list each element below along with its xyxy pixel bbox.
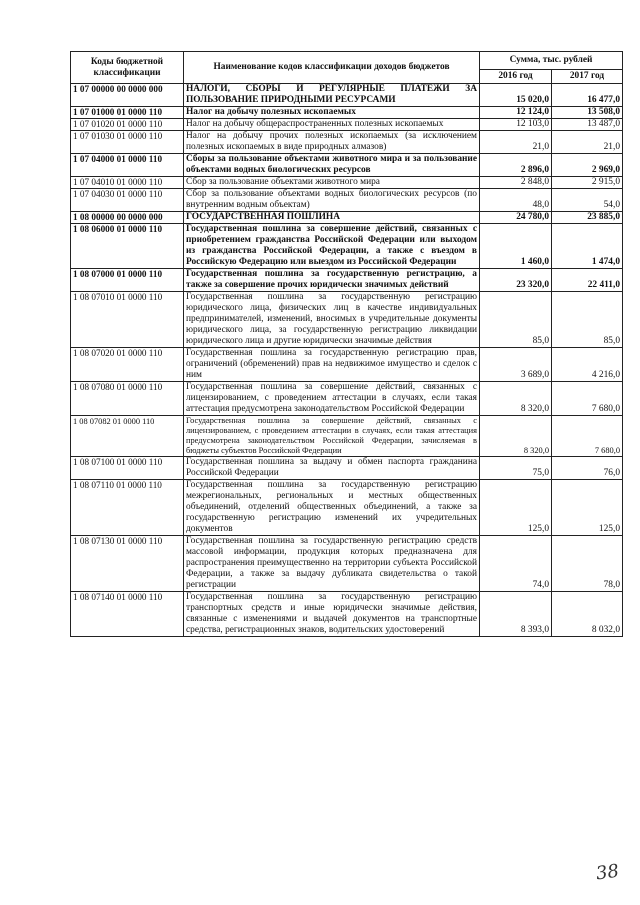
row-value-2017: 2 915,0 — [552, 177, 623, 189]
row-name: Государственная пошлина за государственную регистрацию юридического лица, физических лиц в качестве индивидуальных предпринимателей, изменений, вносимых в учредительные документы юридического лица, за государственную регистрацию ликвидации юридического лица и другие юридически значимые действия — [184, 292, 480, 348]
row-name: Налог на добычу прочих полезных ископаемых (за исключением полезных ископаемых в виде природных алмазов) — [184, 131, 480, 154]
page-number: 38 — [594, 860, 621, 885]
table-row — [71, 154, 623, 177]
table-row — [71, 212, 623, 224]
table-row — [71, 119, 623, 131]
row-value-2016: 1 460,0 — [480, 224, 552, 269]
table-row — [71, 416, 623, 457]
table-row — [71, 382, 623, 416]
row-value-2016: 74,0 — [480, 536, 552, 592]
row-code: 1 07 01000 01 0000 110 — [71, 107, 184, 119]
row-value-2016: 21,0 — [480, 131, 552, 154]
row-code: 1 08 07010 01 0000 110 — [71, 292, 184, 348]
row-value-2017: 7 680,0 — [552, 416, 623, 457]
row-code: 1 07 00000 00 0000 000 — [71, 84, 184, 107]
row-value-2016: 2 848,0 — [480, 177, 552, 189]
row-value-2016: 12 124,0 — [480, 107, 552, 119]
row-name: Государственная пошлина за государственную регистрацию, а также за совершение прочих юридически значимых действий — [184, 269, 480, 292]
row-value-2017: 23 885,0 — [552, 212, 623, 224]
row-value-2017: 21,0 — [552, 131, 623, 154]
row-value-2017: 78,0 — [552, 536, 623, 592]
row-value-2016: 3 689,0 — [480, 348, 552, 382]
row-value-2016: 23 320,0 — [480, 269, 552, 292]
row-value-2016: 15 020,0 — [480, 84, 552, 107]
row-code: 1 07 04030 01 0000 110 — [71, 189, 184, 212]
table-row — [71, 592, 623, 637]
table-body — [71, 84, 623, 637]
table-row — [71, 107, 623, 119]
row-value-2017: 16 477,0 — [552, 84, 623, 107]
table-row — [71, 177, 623, 189]
row-value-2017: 4 216,0 — [552, 348, 623, 382]
column-header-code: Коды бюджетной классификации — [71, 52, 184, 84]
row-value-2017: 8 032,0 — [552, 592, 623, 637]
row-value-2017: 1 474,0 — [552, 224, 623, 269]
budget-revenue-table-sheet — [70, 51, 622, 637]
row-value-2017: 13 487,0 — [552, 119, 623, 131]
row-value-2016: 8 393,0 — [480, 592, 552, 637]
row-value-2016: 125,0 — [480, 480, 552, 536]
row-code: 1 08 07110 01 0000 110 — [71, 480, 184, 536]
row-value-2016: 12 103,0 — [480, 119, 552, 131]
row-name: Государственная пошлина за государственную регистрацию прав, ограничений (обременений) прав на недвижимое имущество и сделок с ним — [184, 348, 480, 382]
row-value-2017: 125,0 — [552, 480, 623, 536]
column-header-2016: 2016 год — [480, 70, 552, 84]
table-row — [71, 224, 623, 269]
row-name: Государственная пошлина за совершение действий, связанных с приобретением гражданства Российской Федерации или выходом из гражданства Российской Федерации, а также с въездом в Российскую Федерацию или выездом из Российской Федерации — [184, 224, 480, 269]
row-value-2017: 13 508,0 — [552, 107, 623, 119]
table-row — [71, 480, 623, 536]
table-row — [71, 131, 623, 154]
row-name: Государственная пошлина за совершение действий, связанных с лицензированием, с проведением аттестации в случаях, если такая аттестация предусмотрена законодательством Российской Федерации — [184, 382, 480, 416]
row-name: Сборы за пользование объектами животного мира и за пользование объектами водных биологических ресурсов — [184, 154, 480, 177]
column-header-name: Наименование кодов классификации доходов бюджетов — [184, 52, 480, 84]
row-name: Налог на добычу общераспространенных полезных ископаемых — [184, 119, 480, 131]
row-value-2016: 24 780,0 — [480, 212, 552, 224]
row-name: Государственная пошлина за государственную регистрацию межрегиональных, региональных и местных общественных объединений, отделений общественных объединений, а также за государственную регистрацию изменений их учредительных документов — [184, 480, 480, 536]
column-header-sum: Сумма, тыс. рублей — [480, 52, 623, 70]
budget-revenue-table — [70, 51, 623, 637]
row-name: Сбор за пользование объектами водных биологических ресурсов (по внутренним водным объектам) — [184, 189, 480, 212]
table-row — [71, 292, 623, 348]
table-row — [71, 189, 623, 212]
row-value-2017: 85,0 — [552, 292, 623, 348]
row-name: Налог на добычу полезных ископаемых — [184, 107, 480, 119]
row-name: НАЛОГИ, СБОРЫ И РЕГУЛЯРНЫЕ ПЛАТЕЖИ ЗА ПОЛЬЗОВАНИЕ ПРИРОДНЫМИ РЕСУРСАМИ — [184, 84, 480, 107]
row-name: Сбор за пользование объектами животного мира — [184, 177, 480, 189]
row-name: Государственная пошлина за выдачу и обмен паспорта гражданина Российской Федерации — [184, 457, 480, 480]
row-code: 1 08 07140 01 0000 110 — [71, 592, 184, 637]
row-code: 1 07 01030 01 0000 110 — [71, 131, 184, 154]
row-code: 1 08 00000 00 0000 000 — [71, 212, 184, 224]
table-row — [71, 84, 623, 107]
row-code: 1 07 01020 01 0000 110 — [71, 119, 184, 131]
row-code: 1 08 07082 01 0000 110 — [71, 416, 184, 457]
row-value-2016: 48,0 — [480, 189, 552, 212]
row-name: Государственная пошлина за государственную регистрацию средств массовой информации, продукция которых предназначена для распространения преимущественно на территории субъекта Российской Федерации, а также за выдачу дубликата свидетельства о такой регистрации — [184, 536, 480, 592]
row-code: 1 07 04010 01 0000 110 — [71, 177, 184, 189]
row-code: 1 08 07020 01 0000 110 — [71, 348, 184, 382]
row-code: 1 08 06000 01 0000 110 — [71, 224, 184, 269]
row-value-2017: 54,0 — [552, 189, 623, 212]
row-code: 1 08 07080 01 0000 110 — [71, 382, 184, 416]
row-value-2016: 8 320,0 — [480, 382, 552, 416]
row-value-2017: 2 969,0 — [552, 154, 623, 177]
row-value-2017: 22 411,0 — [552, 269, 623, 292]
row-code: 1 08 07100 01 0000 110 — [71, 457, 184, 480]
row-name: Государственная пошлина за государственную регистрацию транспортных средств и иные юридически значимые действия, связанные с изменениями и выдачей документов на транспортные средства, регистрационных знаков, водительских удостоверений — [184, 592, 480, 637]
row-name: Государственная пошлина за совершение действий, связанных с лицензированием, с проведением аттестации в случаях, если такая аттестация предусмотрена законодательством Российской Федерации, зачисляемая в бюджеты субъектов Российской Федерации — [184, 416, 480, 457]
table-row — [71, 457, 623, 480]
row-value-2016: 85,0 — [480, 292, 552, 348]
row-code: 1 08 07130 01 0000 110 — [71, 536, 184, 592]
row-code: 1 08 07000 01 0000 110 — [71, 269, 184, 292]
row-name: ГОСУДАРСТВЕННАЯ ПОШЛИНА — [184, 212, 480, 224]
row-value-2016: 2 896,0 — [480, 154, 552, 177]
row-value-2017: 76,0 — [552, 457, 623, 480]
row-code: 1 07 04000 01 0000 110 — [71, 154, 184, 177]
table-row — [71, 536, 623, 592]
table-row — [71, 348, 623, 382]
column-header-2017: 2017 год — [552, 70, 623, 84]
row-value-2016: 8 320,0 — [480, 416, 552, 457]
row-value-2016: 75,0 — [480, 457, 552, 480]
row-value-2017: 7 680,0 — [552, 382, 623, 416]
table-row — [71, 269, 623, 292]
